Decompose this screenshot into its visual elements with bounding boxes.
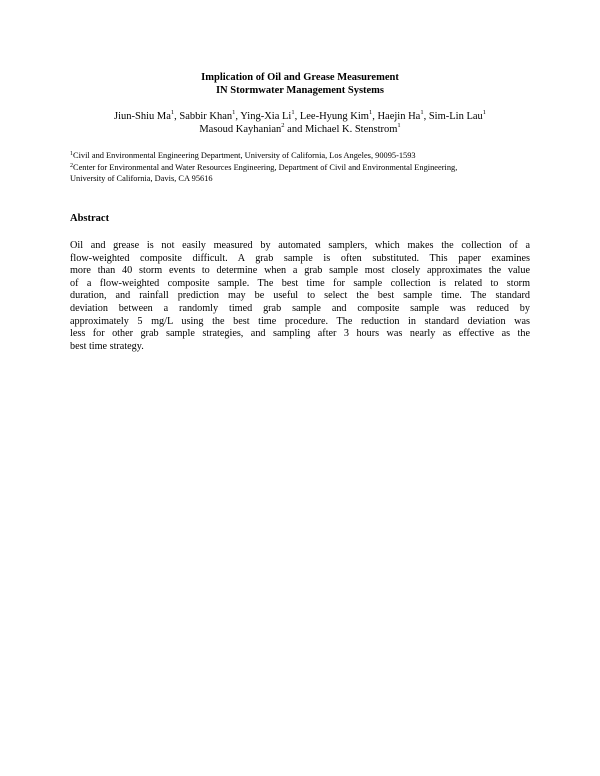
title-line-2: IN Stormwater Management Systems [215,85,385,96]
abstract-line: more than 40 storm events to determine when a grab sample most closely approximates the value [70,265,530,277]
author-name: Michael K. Stenstrom [304,124,398,135]
abstract-line: approximately 5 mg/L using the best time procedure. The reduction in standard deviation was [70,315,530,327]
affiliation-text: Civil and Environmental Engineering Department, University of California, Los Angeles, 90095-1593 [73,151,416,160]
author-separator: and [284,124,305,135]
affiliation-mark: 1 [170,109,175,116]
author-name: Ying-Xia Li [240,111,292,122]
affiliation-1 [70,150,540,162]
abstract-line: deviation between a randomly timed grab sample and composite sample was reduced by [70,302,530,314]
author-name: Sabbir Khan [179,111,233,122]
affiliation-mark: 1 [70,151,73,157]
author-name: Lee-Hyung Kim [299,111,369,122]
abstract-line: flow-weighted composite difficult. A grab sample is often substituted. This paper examines [70,252,530,264]
abstract-line: less for other grab sample strategies, and sampling after 3 hours was nearly as effective as the [70,328,530,340]
author-separator: , [235,111,241,122]
author-name: Sim-Lin Lau [428,111,483,122]
title-line-1: Implication of Oil and Grease Measurement [201,72,399,83]
affiliation-mark: 1 [232,109,236,116]
affiliation-mark: 1 [420,109,424,116]
abstract-line: duration, and rainfall prediction may be useful to select the best sample time. The standard [70,290,530,302]
affiliation-mark: 1 [368,109,373,116]
author-name: Haejin Ha [377,111,421,122]
affiliation-mark: 2 [281,122,285,129]
abstract-body [70,240,530,353]
paper-title [0,71,600,97]
affiliation-mark: 1 [397,122,401,129]
author-separator: , [174,111,180,122]
affiliation-text: Center for Environmental and Water Resources Engineering, Department of Civil and Environmental Engineering, [73,162,458,172]
abstract-line: best time strategy. [70,340,144,352]
author-separator: , [372,111,378,122]
affiliation-mark: 1 [482,109,487,116]
affiliation-mark: 1 [291,109,295,116]
author-name: Masoud Kayhanian [199,124,282,135]
abstract-line: of a flow-weighted composite sample. The best time for sample collection is related to storm [70,277,530,289]
affiliation-2-continued: University of California, Davis, CA 95616 [70,174,213,183]
author-separator: , [423,111,429,122]
affiliations [70,150,540,185]
author-separator: , [294,111,300,122]
abstract-heading: Abstract [70,213,110,224]
author-list [60,110,540,136]
author-name: Jiun-Shiu Ma [113,111,171,122]
affiliation-mark: 2 [70,162,73,169]
affiliation-2 [70,162,540,174]
author-line-2 [60,123,540,136]
abstract-line: Oil and grease is not easily measured by automated samplers, which makes the collection of a [70,240,530,251]
author-line-1 [60,110,540,123]
